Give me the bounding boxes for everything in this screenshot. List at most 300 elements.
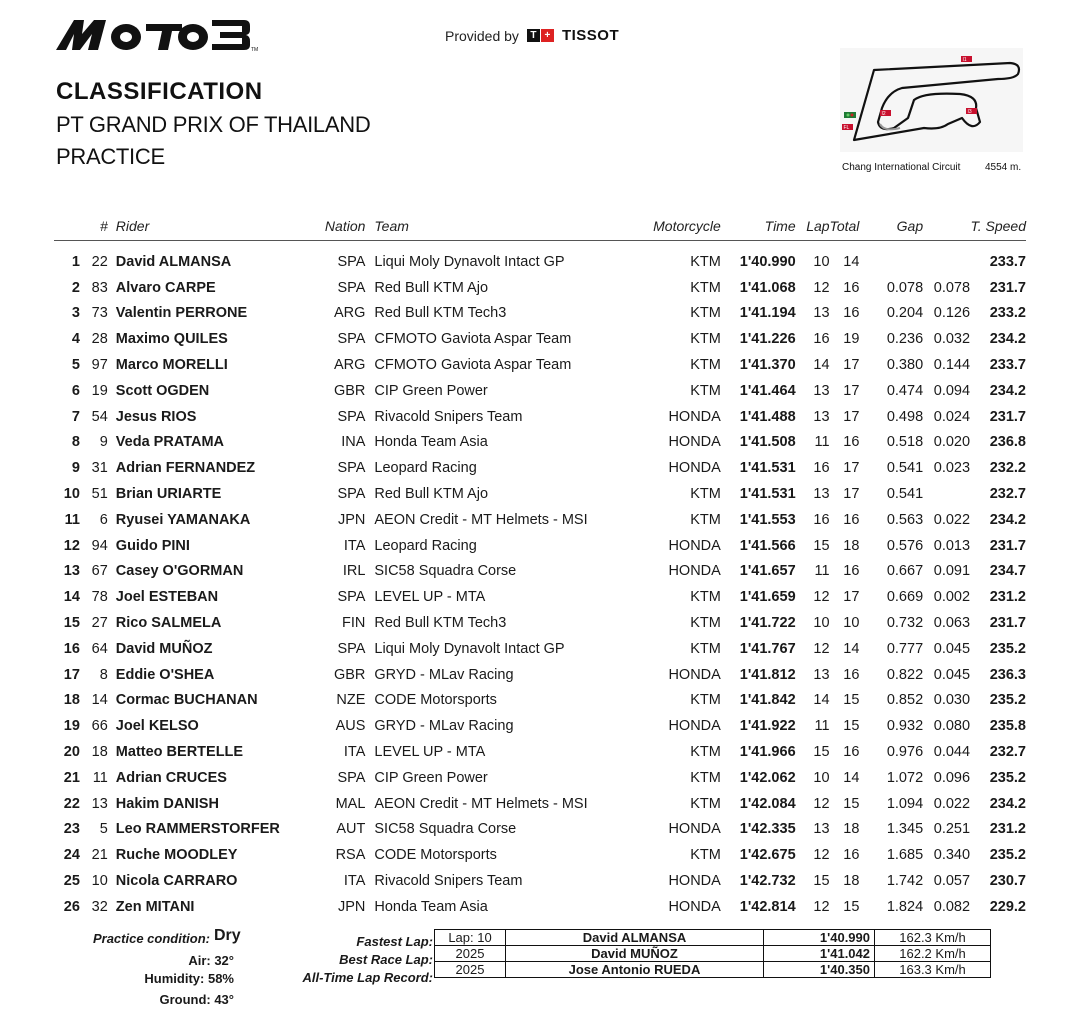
position: 13 — [63, 563, 80, 580]
team: Liqui Moly Dynavolt Intact GP — [374, 253, 565, 270]
motorcycle: HONDA — [668, 718, 721, 735]
total-laps: 15 — [843, 692, 860, 709]
gap-previous: 0.082 — [933, 898, 971, 915]
table-row — [54, 275, 1026, 301]
record-rider: David ALMANSA — [506, 930, 764, 946]
best-time: 1'41.488 — [739, 408, 796, 425]
best-lap: 16 — [813, 460, 830, 477]
position: 21 — [63, 769, 80, 786]
gap-previous: 0.063 — [933, 615, 971, 632]
humidity: Humidity: 58% — [144, 971, 234, 986]
total-laps: 18 — [843, 873, 860, 890]
gap-first: 0.976 — [886, 744, 924, 761]
rider-name: Veda PRATAMA — [115, 434, 225, 451]
best-lap: 14 — [813, 357, 830, 374]
motorcycle: HONDA — [668, 898, 721, 915]
table-row — [54, 842, 1026, 868]
motorcycle: KTM — [690, 253, 721, 270]
position: 26 — [63, 898, 80, 915]
event-name: PT GRAND PRIX OF THAILAND — [56, 112, 371, 137]
nation: FIN — [342, 615, 366, 632]
nation: ITA — [343, 537, 366, 554]
nation: ITA — [343, 744, 366, 761]
gap-previous: 0.032 — [933, 331, 971, 348]
best-race-lap-label: Best Race Lap: — [339, 952, 433, 967]
col-rider: Rider — [115, 218, 150, 234]
motorcycle: KTM — [690, 615, 721, 632]
team: Red Bull KTM Tech3 — [374, 615, 507, 632]
best-time: 1'41.531 — [739, 460, 796, 477]
position: 5 — [71, 357, 80, 374]
team: LEVEL UP - MTA — [374, 744, 486, 761]
table-row — [54, 455, 1026, 481]
record-speed: 162.2 Km/h — [875, 946, 991, 962]
best-lap: 12 — [813, 898, 830, 915]
top-speed: 232.2 — [989, 460, 1026, 477]
rider-number: 66 — [91, 718, 108, 735]
gap-first — [859, 241, 923, 275]
tissot-t-icon: T — [527, 29, 540, 42]
best-lap: 12 — [813, 589, 830, 606]
position: 4 — [71, 331, 80, 348]
svg-text:I2: I2 — [881, 111, 886, 117]
position: 25 — [63, 873, 80, 890]
top-speed: 229.2 — [989, 898, 1026, 915]
best-lap: 10 — [813, 769, 830, 786]
gap-previous: 0.091 — [933, 563, 971, 580]
col-lap: Lap — [806, 218, 830, 234]
rider-name: Maximo QUILES — [115, 331, 228, 348]
table-row — [54, 868, 1026, 894]
col-number: # — [100, 218, 108, 234]
top-speed: 234.2 — [989, 795, 1026, 812]
svg-text:I1: I1 — [962, 57, 967, 63]
nation: MAL — [335, 795, 366, 812]
best-time: 1'41.553 — [739, 511, 796, 528]
gap-previous: 0.126 — [933, 305, 971, 322]
position: 24 — [63, 847, 80, 864]
rider-name: Cormac BUCHANAN — [115, 692, 258, 709]
gap-previous — [923, 481, 970, 507]
best-time: 1'41.922 — [739, 718, 796, 735]
total-laps: 14 — [843, 769, 860, 786]
table-row — [54, 301, 1026, 327]
rider-name: Jesus RIOS — [115, 408, 197, 425]
provided-by-label: Provided by — [445, 27, 519, 44]
rider-number: 10 — [91, 873, 108, 890]
position: 8 — [71, 434, 80, 451]
rider-name: Scott OGDEN — [115, 382, 210, 399]
team: GRYD - MLav Racing — [374, 666, 514, 683]
team: Red Bull KTM Ajo — [374, 486, 489, 503]
team: Leopard Racing — [374, 460, 477, 477]
rider-name: Leo RAMMERSTORFER — [115, 821, 280, 838]
nation: GBR — [333, 666, 366, 683]
col-gap: Gap — [896, 218, 924, 234]
total-laps: 10 — [843, 615, 860, 632]
record-year: 2025 — [435, 962, 506, 978]
total-laps: 15 — [843, 718, 860, 735]
rider-number: 51 — [91, 486, 108, 503]
nation: ITA — [343, 873, 366, 890]
circuit-map — [840, 48, 1023, 152]
gap-previous: 0.044 — [933, 744, 971, 761]
tissot-logo — [527, 29, 554, 42]
rider-number: 8 — [99, 666, 108, 683]
top-speed: 236.3 — [989, 666, 1026, 683]
gap-previous: 0.020 — [933, 434, 971, 451]
best-time: 1'40.990 — [739, 253, 796, 270]
gap-previous: 0.022 — [933, 795, 971, 812]
total-laps: 17 — [843, 408, 860, 425]
best-time: 1'41.464 — [739, 382, 796, 399]
table-row — [54, 739, 1026, 765]
gap-first: 0.236 — [886, 331, 924, 348]
record-year: 2025 — [435, 946, 506, 962]
rider-name: Adrian CRUCES — [115, 769, 227, 786]
best-lap: 12 — [813, 795, 830, 812]
col-motorcycle: Motorcycle — [653, 218, 721, 234]
record-time: 1'41.042 — [764, 946, 875, 962]
rider-name: Casey O'GORMAN — [115, 563, 244, 580]
position: 11 — [64, 511, 80, 528]
top-speed: 232.7 — [989, 486, 1026, 503]
best-lap: 13 — [813, 821, 830, 838]
total-laps: 17 — [843, 460, 860, 477]
total-laps: 18 — [843, 537, 860, 554]
ground-temperature: Ground: 43° — [159, 992, 234, 1007]
table-row — [54, 378, 1026, 404]
team: Honda Team Asia — [374, 898, 488, 915]
fastest-lap-label: Fastest Lap: — [356, 934, 433, 949]
record-row-best-race — [435, 946, 991, 962]
page-title: CLASSIFICATION — [56, 78, 263, 105]
rider-number: 5 — [99, 821, 108, 838]
rider-name: David ALMANSA — [115, 253, 232, 270]
best-time: 1'41.842 — [739, 692, 796, 709]
team: Leopard Racing — [374, 537, 477, 554]
total-laps: 16 — [843, 666, 860, 683]
gap-first: 0.732 — [886, 615, 924, 632]
nation: NZE — [336, 692, 366, 709]
position: 19 — [63, 718, 80, 735]
rider-number: 9 — [99, 434, 108, 451]
rider-number: 18 — [91, 744, 108, 761]
nation: IRL — [342, 563, 366, 580]
top-speed: 234.2 — [989, 331, 1026, 348]
top-speed: 232.7 — [989, 744, 1026, 761]
best-lap: 13 — [813, 305, 830, 322]
sector-marker-i2 — [880, 110, 891, 117]
rider-number: 83 — [91, 279, 108, 296]
sector-marker-i3 — [966, 108, 977, 115]
lap-record-label: All-Time Lap Record: — [302, 970, 433, 985]
nation: SPA — [337, 486, 366, 503]
top-speed: 235.8 — [989, 718, 1026, 735]
gap-first: 0.498 — [886, 408, 924, 425]
position: 22 — [63, 795, 80, 812]
top-speed: 235.2 — [989, 640, 1026, 657]
gap-previous: 0.030 — [933, 692, 971, 709]
top-speed: 231.7 — [989, 537, 1026, 554]
rider-name: Brian URIARTE — [115, 486, 222, 503]
gap-previous: 0.144 — [933, 357, 971, 374]
best-time: 1'41.966 — [739, 744, 796, 761]
table-row — [54, 481, 1026, 507]
total-laps: 16 — [843, 434, 860, 451]
nation: SPA — [337, 279, 366, 296]
rider-number: 19 — [91, 382, 108, 399]
total-laps: 16 — [843, 511, 860, 528]
best-time: 1'41.370 — [739, 357, 796, 374]
col-team: Team — [374, 218, 409, 234]
table-row — [54, 713, 1026, 739]
table-row — [54, 817, 1026, 843]
position: 9 — [71, 460, 80, 477]
best-time: 1'41.068 — [739, 279, 796, 296]
top-speed: 230.7 — [989, 873, 1026, 890]
table-header — [54, 212, 1026, 241]
nation: AUS — [335, 718, 366, 735]
motorcycle: HONDA — [668, 563, 721, 580]
total-laps: 19 — [843, 331, 860, 348]
gap-previous: 0.080 — [933, 718, 971, 735]
position: 23 — [63, 821, 80, 838]
motorcycle: KTM — [690, 382, 721, 399]
air-temperature: Air: 32° — [188, 953, 234, 968]
best-lap: 10 — [813, 253, 830, 270]
team: Honda Team Asia — [374, 434, 488, 451]
position: 2 — [71, 279, 80, 296]
motorcycle: KTM — [690, 744, 721, 761]
nation: JPN — [337, 511, 366, 528]
rider-number: 31 — [91, 460, 108, 477]
col-time: Time — [764, 218, 796, 234]
position: 18 — [63, 692, 80, 709]
best-time: 1'42.732 — [739, 873, 796, 890]
gap-previous: 0.045 — [933, 666, 971, 683]
gap-first: 0.541 — [886, 460, 924, 477]
team: Rivacold Snipers Team — [374, 408, 523, 425]
rider-number: 21 — [91, 847, 108, 864]
gap-first: 0.822 — [886, 666, 924, 683]
gap-previous: 0.023 — [933, 460, 971, 477]
moto3-logo — [54, 14, 259, 54]
total-laps: 16 — [843, 563, 860, 580]
rider-name: Matteo BERTELLE — [115, 744, 244, 761]
team: LEVEL UP - MTA — [374, 589, 486, 606]
gap-first: 0.669 — [886, 589, 924, 606]
motorcycle: KTM — [690, 692, 721, 709]
motorcycle: HONDA — [668, 821, 721, 838]
moto3-logo-graphic — [54, 14, 259, 54]
nation: SPA — [337, 253, 366, 270]
best-lap: 15 — [813, 744, 830, 761]
top-speed: 231.7 — [989, 615, 1026, 632]
record-row-fastest — [435, 930, 991, 946]
team: Rivacold Snipers Team — [374, 873, 523, 890]
team: SIC58 Squadra Corse — [374, 563, 517, 580]
rider-number: 11 — [92, 769, 108, 786]
top-speed: 235.2 — [989, 769, 1026, 786]
gap-first: 0.518 — [886, 434, 924, 451]
col-position — [54, 212, 80, 241]
table-row — [54, 241, 1026, 275]
table-row — [54, 559, 1026, 585]
swiss-cross-icon: + — [541, 29, 554, 42]
table-row — [54, 352, 1026, 378]
team: Liqui Moly Dynavolt Intact GP — [374, 640, 565, 657]
position: 7 — [71, 408, 80, 425]
gap-first: 0.563 — [886, 511, 924, 528]
nation: SPA — [337, 640, 366, 657]
motorcycle: KTM — [690, 847, 721, 864]
top-speed: 234.7 — [989, 563, 1026, 580]
total-laps: 15 — [843, 898, 860, 915]
best-lap: 13 — [813, 382, 830, 399]
table-row — [54, 533, 1026, 559]
motorcycle: KTM — [690, 486, 721, 503]
position: 6 — [71, 382, 80, 399]
best-lap: 15 — [813, 873, 830, 890]
record-rider: Jose Antonio RUEDA — [506, 962, 764, 978]
rider-name: Hakim DANISH — [115, 795, 219, 812]
gap-first: 1.072 — [886, 769, 924, 786]
motorcycle: KTM — [690, 769, 721, 786]
col-nation: Nation — [324, 218, 366, 234]
rider-number: 73 — [91, 305, 108, 322]
best-lap: 13 — [813, 486, 830, 503]
best-time: 1'41.659 — [739, 589, 796, 606]
top-speed: 236.8 — [989, 434, 1026, 451]
position: 16 — [63, 640, 80, 657]
gap-first: 0.777 — [886, 640, 924, 657]
best-time: 1'41.508 — [739, 434, 796, 451]
best-lap: 10 — [813, 615, 830, 632]
best-time: 1'41.194 — [739, 305, 796, 322]
motorcycle: HONDA — [668, 460, 721, 477]
gap-first: 0.667 — [886, 563, 924, 580]
condition-label: Practice condition: — [92, 931, 210, 946]
best-lap: 14 — [813, 692, 830, 709]
best-lap: 13 — [813, 666, 830, 683]
gap-first: 0.204 — [886, 305, 924, 322]
top-speed: 233.7 — [989, 357, 1026, 374]
gap-previous: 0.024 — [933, 408, 971, 425]
table-row — [54, 610, 1026, 636]
position: 1 — [71, 253, 80, 270]
team: AEON Credit - MT Helmets - MSI — [374, 795, 588, 812]
table-row — [54, 662, 1026, 688]
best-time: 1'42.675 — [739, 847, 796, 864]
best-time: 1'41.657 — [739, 563, 796, 580]
nation: ARG — [333, 305, 366, 322]
best-lap: 11 — [814, 563, 830, 580]
rider-name: Valentin PERRONE — [115, 305, 248, 322]
gap-previous: 0.022 — [933, 511, 971, 528]
rider-number: 64 — [91, 640, 108, 657]
best-lap: 12 — [813, 279, 830, 296]
best-lap: 11 — [814, 718, 830, 735]
start-lights-icon — [844, 112, 856, 118]
sector-marker-i1 — [961, 56, 972, 63]
rider-name: Rico SALMELA — [115, 615, 222, 632]
rider-number: 67 — [91, 563, 108, 580]
total-laps: 16 — [843, 279, 860, 296]
position: 14 — [63, 589, 80, 606]
team: CODE Motorsports — [374, 847, 497, 864]
nation: INA — [341, 434, 366, 451]
col-gap-prev — [923, 212, 970, 241]
total-laps: 15 — [843, 795, 860, 812]
nation: GBR — [333, 382, 366, 399]
table-row — [54, 430, 1026, 456]
team: GRYD - MLav Racing — [374, 718, 514, 735]
position: 3 — [71, 305, 80, 322]
rider-name: Eddie O'SHEA — [115, 666, 215, 683]
total-laps: 17 — [843, 589, 860, 606]
best-lap: 16 — [813, 331, 830, 348]
nation: ARG — [333, 357, 366, 374]
rider-name: Zen MITANI — [115, 898, 195, 915]
rider-number: 28 — [91, 331, 108, 348]
team: CFMOTO Gaviota Aspar Team — [374, 331, 572, 348]
gap-previous: 0.045 — [933, 640, 971, 657]
gap-first: 1.742 — [886, 873, 924, 890]
best-time: 1'41.812 — [739, 666, 796, 683]
gap-first: 0.852 — [886, 692, 924, 709]
rider-number: 6 — [99, 511, 108, 528]
motorcycle: KTM — [690, 331, 721, 348]
rider-name: Joel ESTEBAN — [115, 589, 219, 606]
team: CIP Green Power — [374, 769, 488, 786]
record-speed: 162.3 Km/h — [875, 930, 991, 946]
best-time: 1'42.062 — [739, 769, 796, 786]
team: Red Bull KTM Tech3 — [374, 305, 507, 322]
gap-first: 1.685 — [886, 847, 924, 864]
gap-first: 0.380 — [886, 357, 924, 374]
team: SIC58 Squadra Corse — [374, 821, 517, 838]
record-year: Lap: 10 — [435, 930, 506, 946]
rider-name: Nicola CARRARO — [115, 873, 238, 890]
nation: JPN — [337, 898, 366, 915]
top-speed: 231.2 — [989, 821, 1026, 838]
total-laps: 17 — [843, 486, 860, 503]
total-laps: 16 — [843, 744, 860, 761]
gap-first: 0.541 — [886, 486, 924, 503]
gap-previous: 0.251 — [933, 821, 971, 838]
best-time: 1'42.814 — [739, 898, 796, 915]
best-lap: 13 — [813, 408, 830, 425]
best-lap: 12 — [813, 640, 830, 657]
finish-line-marker — [842, 124, 853, 131]
record-speed: 163.3 Km/h — [875, 962, 991, 978]
position: 20 — [63, 744, 80, 761]
circuit-name: Chang International Circuit — [842, 162, 961, 173]
motorcycle: KTM — [690, 305, 721, 322]
total-laps: 18 — [843, 821, 860, 838]
classification-table — [54, 212, 1026, 920]
rider-number: 22 — [91, 253, 108, 270]
motorcycle: KTM — [690, 640, 721, 657]
gap-previous: 0.094 — [933, 382, 971, 399]
top-speed: 234.2 — [989, 511, 1026, 528]
record-row-all-time — [435, 962, 991, 978]
total-laps: 16 — [843, 847, 860, 864]
total-laps: 14 — [843, 640, 860, 657]
rider-name: Ruche MOODLEY — [115, 847, 238, 864]
gap-previous — [923, 241, 970, 275]
